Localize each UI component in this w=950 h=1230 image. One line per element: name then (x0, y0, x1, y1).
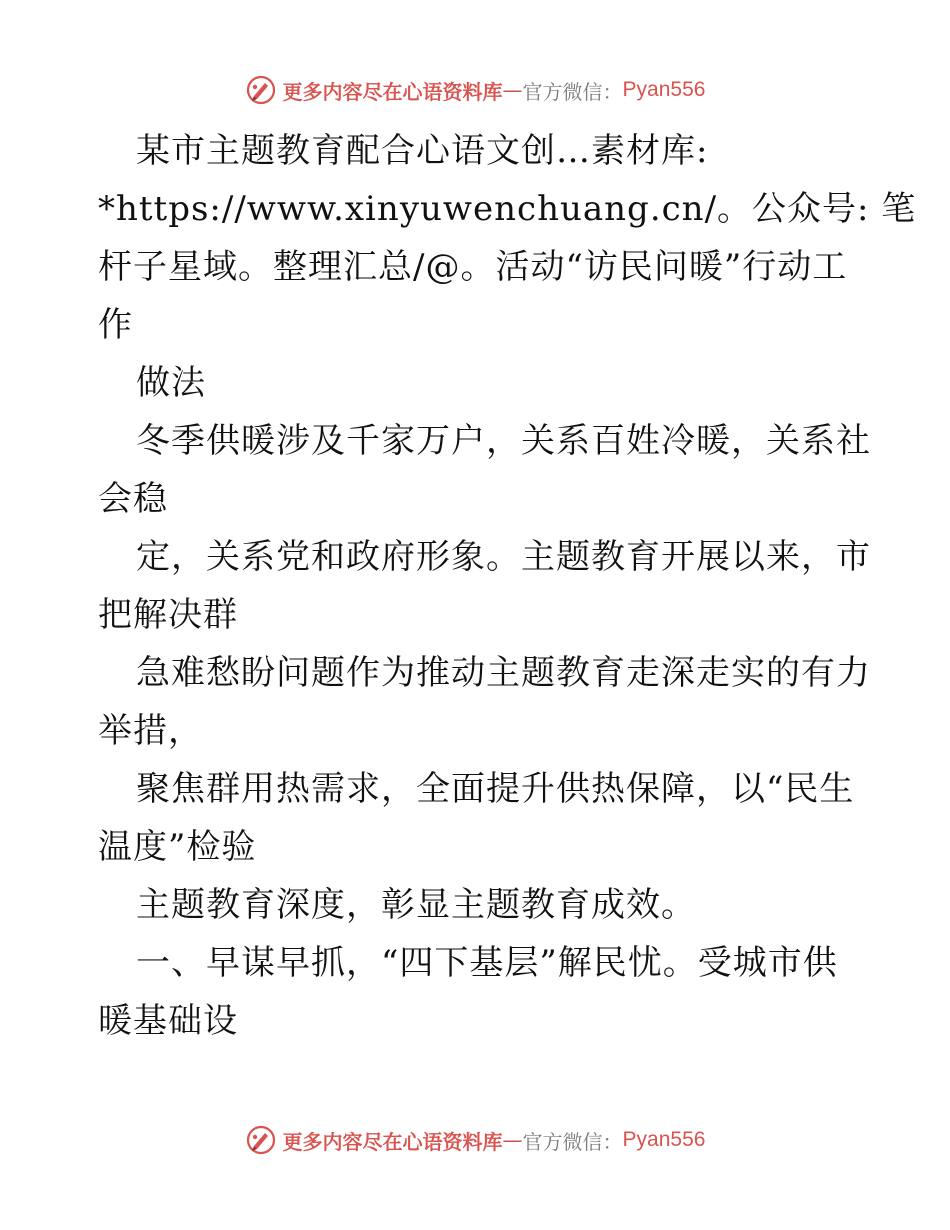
text-line: 把解决群 (98, 595, 238, 635)
text-line: 会稳 (98, 479, 168, 519)
document-body (98, 122, 917, 1050)
banner-dash: — (502, 78, 523, 102)
pen-logo-icon (245, 1124, 277, 1156)
banner-wechat-id: Pyan556 (622, 1128, 706, 1151)
banner-label: 官方微信： (522, 79, 623, 104)
text-line: 急难愁盼问题作为推动主题教育走深走实的有力 (136, 653, 871, 693)
text-line: 温度”检验 (98, 827, 257, 867)
text-line: 作 (98, 305, 133, 345)
banner-brand: 更多内容尽在心语资料库 (282, 1129, 503, 1154)
text-line: 暖基础设 (98, 1001, 238, 1041)
text-line: *https://www.xinyuwenchuang.cn/。公众号: 笔 (98, 189, 917, 229)
text-line: 主题教育深度，彰显主题教育成效。 (136, 885, 696, 925)
text-line: 做法 (136, 363, 206, 403)
footer-banner (0, 1120, 950, 1160)
header-banner (0, 70, 950, 110)
banner-wechat-id: Pyan556 (622, 78, 706, 101)
banner-brand: 更多内容尽在心语资料库 (282, 79, 503, 104)
text-line: 杆子星域。整理汇总/@。活动“访民问暖”行动工 (98, 247, 848, 287)
banner-label: 官方微信： (522, 1129, 623, 1154)
text-line: 定，关系党和政府形象。主题教育开展以来，市 (136, 537, 871, 577)
text-line: 某市主题教育配合心语文创…素材库: (136, 131, 709, 171)
text-line: 举措， (98, 711, 203, 751)
pen-logo-icon (245, 74, 277, 106)
text-line: 冬季供暖涉及千家万户，关系百姓冷暖，关系社 (136, 421, 871, 461)
text-line: 聚焦群用热需求，全面提升供热保障，以“民生 (136, 769, 855, 809)
banner-dash: — (502, 1128, 523, 1152)
text-line: 一、早谋早抓，“四下基层”解民忧。受城市供 (136, 943, 838, 983)
